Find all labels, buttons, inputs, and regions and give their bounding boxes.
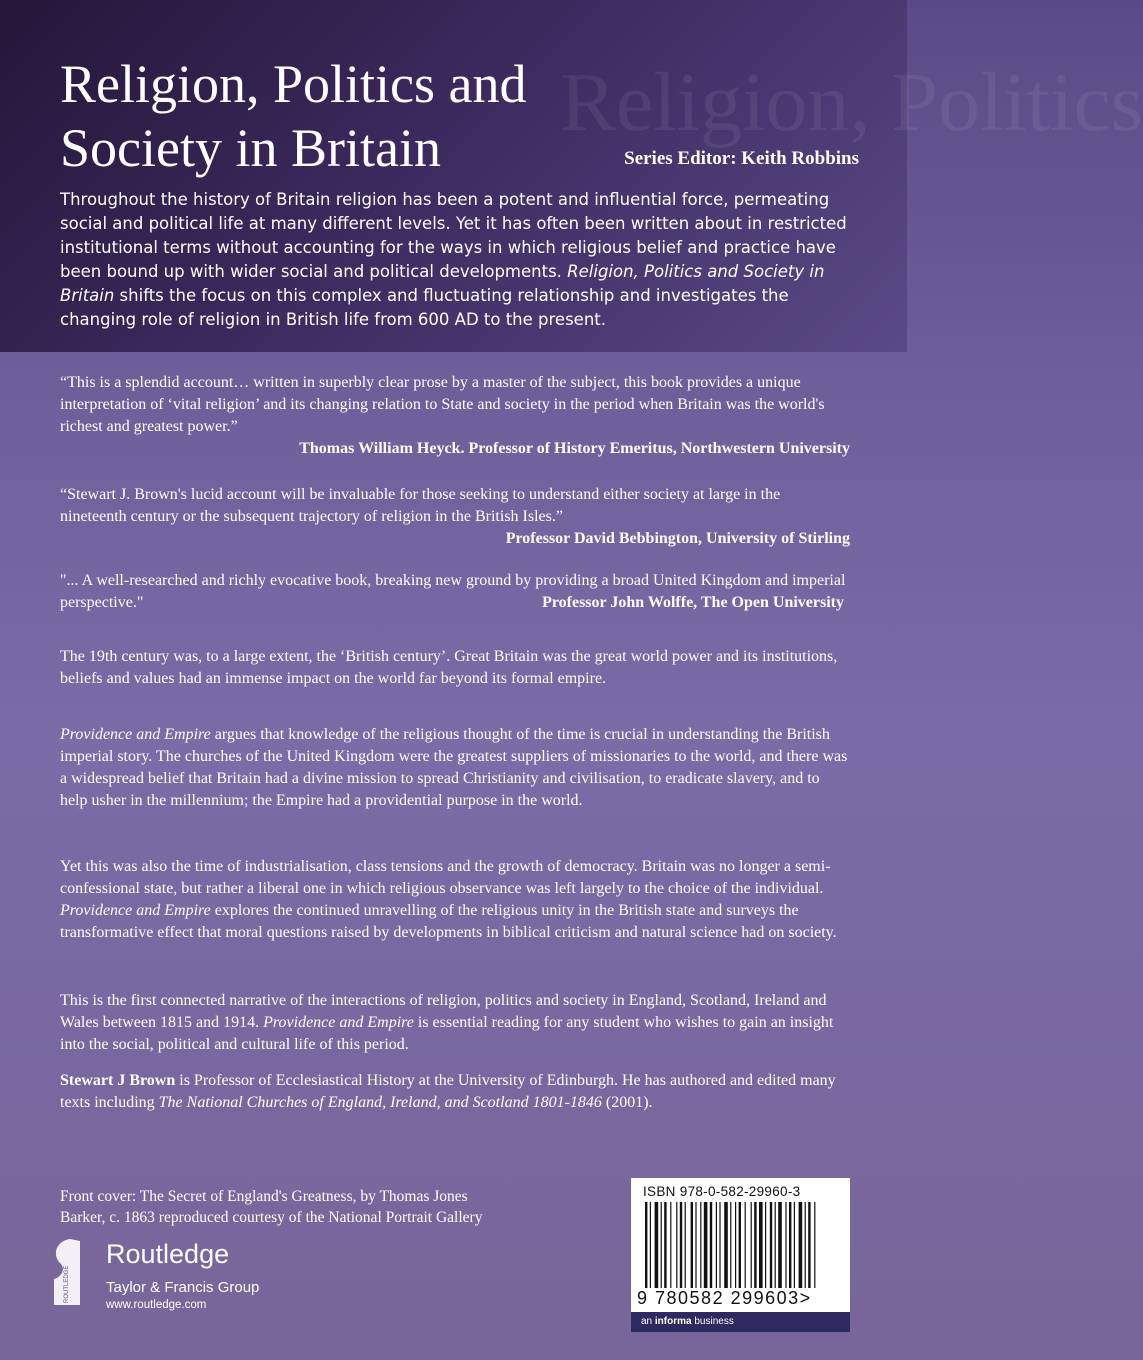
informa-text [641,1316,734,1327]
book-title-italic: Providence and Empire [60,726,211,743]
routledge-logo-icon [48,1237,84,1307]
quote-attribution: Professor David Bebbington, University of Stirling [505,530,850,547]
book-title-italic: Providence and Empire [263,1014,414,1031]
paragraph-text-end: is essential reading for any student who wishes to gain an insight into the social, political and cultural life of this period. [60,1014,834,1053]
quote-text: "... A well-researched and richly evocative book, breaking new ground by providing a broad United Kingdom and imperial perspective." [60,572,846,611]
description-paragraph-1: The 19th century was, to a large extent, the ‘British century’. Great Britain was the great world power and its institutions, beliefs and values had an immense impact on the world far beyond its formal empire. [60,648,838,687]
blurb-text: Throughout the history of Britain religion has been a potent and influential force, permeating social and political life at many different levels. Yet it has often been written about in restricted institutional terms without accounting for the ways in which religious belief and practice have been bound up with wider social and political developments. [60,190,847,281]
barcode-digits: 9 780582 299603 [637,1288,800,1308]
ghost-title-watermark: Religion, Politics [560,56,1143,149]
review-quote-2 [60,484,850,550]
review-quote-1 [60,372,850,460]
publisher-group: Taylor & Francis Group [106,1279,260,1296]
isbn-label: ISBN 978-0-582-29960-3 [643,1184,801,1199]
author-bio [60,1070,850,1114]
blurb-series-title: Religion, Politics and Society in Britain [60,262,825,305]
isbn-barcode-box [631,1178,850,1312]
publisher-url: www.routledge.com [106,1299,207,1311]
review-quote-3 [60,570,850,614]
cover-credit: Front cover: The Secret of England's Greatness, by Thomas Jones Barker, c. 1863 reproduced courtesy of the National Portrait Gallery [60,1188,483,1226]
barcode-number [637,1288,812,1309]
paragraph-text: Yet this was also the time of industrialisation, class tensions and the growth of democracy. Britain was no longer a semi-confessional state, but rather a liberal one in which religious observance was left largely to the choice of the individual. [60,858,831,897]
author-name: Stewart J Brown [60,1072,176,1089]
informa-brand: informa [654,1316,692,1327]
quote-attribution: Thomas William Heyck. Professor of History Emeritus, Northwestern University [299,440,850,457]
routledge-logo [48,1237,348,1317]
paragraph-text: This is the first connected narrative of the interactions of religion, politics and society in England, Scotland, Ireland and Wales between 1815 and 1914. [60,992,827,1031]
author-book-title: The National Churches of England, Ireland, and Scotland 1801-1846 [158,1094,602,1111]
author-bio-text: is Professor of Ecclesiastical History at the University of Edinburgh. He has authored and edited many texts including [60,1072,836,1111]
description-paragraph-3 [60,856,850,944]
informa-suffix: business [691,1316,734,1327]
description-paragraph-4 [60,990,850,1056]
informa-prefix: an [641,1316,655,1327]
informa-banner [631,1312,850,1332]
description-paragraph-2 [60,724,850,812]
quote-text: “Stewart J. Brown's lucid account will be invaluable for those seeking to understand either society at large in the nineteenth century or the subsequent trajectory of religion in the British Isles.” [60,486,781,525]
book-title [60,52,527,180]
book-title-italic: Providence and Empire [60,902,211,919]
quote-text: “This is a splendid account… written in superbly clear prose by a master of the subject, this book provides a unique interpretation of ‘vital religion’ and its changing relation to State and society in the period when Britain was the world's richest and greatest power.” [60,374,825,435]
title-line-2: Society in Britain [60,118,441,178]
barcode-arrow: > [799,1288,812,1308]
series-blurb [60,188,850,332]
series-editor: Series Editor: Keith Robbins [624,148,859,169]
author-book-year: (2001). [601,1094,653,1111]
paragraph-text-end: explores the continued unravelling of the religious unity in the British state and surveys the transformative effect that moral questions raised by developments in biblical criticism and natural science had on society. [60,902,837,941]
title-line-1: Religion, Politics and [60,54,527,114]
paragraph-text: argues that knowledge of the religious thought of the time is crucial in understanding the British imperial story. The churches of the United Kingdom were the greatest suppliers of missionaries to the world, and there was a widespread belief that Britain had a divine mission to spread Christianity and civilisation, to eradicate slavery, and to help usher in the millennium; the Empire had a providential purpose in the world. [60,726,848,809]
barcode-icon [643,1202,841,1288]
quote-attribution: Professor John Wolffe, The Open University [542,594,844,611]
logo-spine-text: ROUTLEDGE [64,1265,70,1303]
blurb-text-end: shifts the focus on this complex and fluctuating relationship and investigates the changing role of religion in British life from 600 AD to the present. [60,286,789,329]
publisher-name: Routledge [106,1239,230,1269]
